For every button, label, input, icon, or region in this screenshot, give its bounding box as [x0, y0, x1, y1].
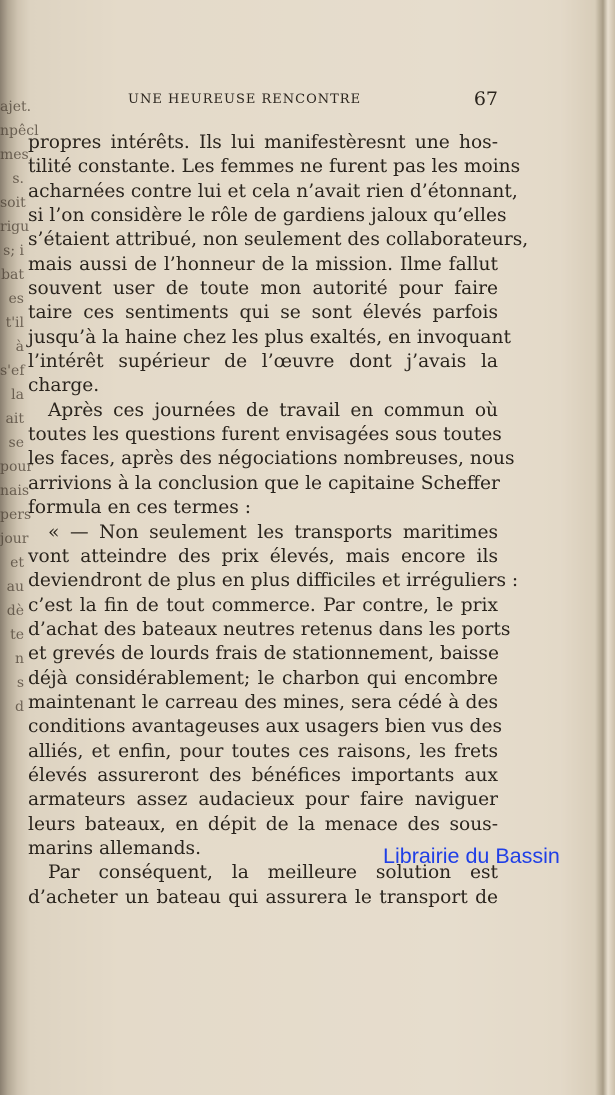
text-line: acharnées contre lui et cela n’avait rien d’étonnant,: [28, 180, 518, 202]
adjacent-page-fragment: n: [14, 651, 24, 667]
text-line: charge.: [28, 375, 100, 397]
adjacent-page-fragment: ajet.: [0, 99, 32, 115]
adjacent-page-fragment: la: [11, 387, 24, 403]
text-line: d’acheter un bateau qui assurera le transport de: [28, 886, 498, 908]
text-line: mais aussi de l’honneur de la mission. Ilme fallut: [28, 253, 498, 275]
adjacent-page-fragment: se: [8, 435, 24, 451]
adjacent-page-fragment: es: [8, 291, 24, 307]
watermark: Librairie du Bassin: [383, 844, 560, 868]
text-line: s’étaient attribué, non seulement des collaborateurs,: [28, 229, 529, 251]
text-line: formula en ces termes :: [28, 497, 251, 519]
text-line: marins allemands.: [28, 837, 202, 859]
text-line: l’intérêt supérieur de l’œuvre dont j’avais la: [28, 351, 498, 373]
adjacent-page-fragment: s.: [12, 171, 24, 187]
adjacent-page-fragment: et: [10, 555, 24, 571]
adjacent-page-fragment: rigu: [0, 219, 30, 235]
text-line: conditions avantageuses aux usagers bien vus des: [28, 716, 502, 738]
adjacent-page-fragment: s; i: [3, 243, 24, 259]
adjacent-page-fragment: mes,: [0, 147, 34, 163]
text-line: d’achat des bateaux neutres retenus dans les ports: [28, 618, 511, 640]
text-line: tilité constante. Les femmes ne furent pas les moins: [28, 156, 521, 178]
text-line: Par conséquent, la meilleure solution est: [48, 862, 498, 884]
text-line: maintenant le carreau des mines, sera cédé à des: [28, 691, 498, 713]
adjacent-page-fragment: npêcl: [0, 123, 39, 139]
text-line: armateurs assez audacieux pour faire naviguer: [28, 789, 498, 811]
adjacent-page-fragment: bat: [1, 267, 24, 283]
body-text: [28, 131, 529, 910]
adjacent-page-fragment: d: [15, 699, 24, 715]
text-line: déjà considérablement; le charbon qui encombre: [28, 667, 498, 689]
adjacent-page-fragment: soit: [0, 195, 26, 211]
text-line: deviendront de plus en plus difficiles et irréguliers :: [28, 570, 519, 592]
adjacent-page-fragment: jour: [0, 531, 29, 547]
page-header: [28, 90, 498, 112]
adjacent-page-edge: [0, 0, 39, 1095]
text-line: et grevés de lourds frais de stationnement, baisse: [28, 643, 499, 665]
text-line: leurs bateaux, en dépit de la menace des sous-: [28, 813, 498, 835]
text-line: les faces, après des négociations nombreuses, nous: [28, 448, 515, 470]
adjacent-page-fragment: s: [16, 675, 24, 691]
text-line: c’est la fin de tout commerce. Par contre, le prix: [28, 594, 498, 616]
text-line: taire ces sentiments qui se sont élevés parfois: [28, 302, 498, 324]
text-line: vont atteindre des prix élevés, mais encore ils: [28, 545, 498, 567]
text-line: alliés, et enfin, pour toutes ces raisons, les frets: [28, 740, 498, 762]
adjacent-page-fragment: au: [6, 579, 24, 595]
text-line: souvent user de toute mon autorité pour faire: [28, 278, 498, 300]
text-line: « — Non seulement les transports maritimes: [48, 521, 498, 543]
adjacent-page-fragment: t'il: [5, 315, 24, 331]
text-line: toutes les questions furent envisagées sous toutes: [28, 424, 502, 446]
adjacent-page-fragment: pers: [0, 507, 32, 523]
adjacent-page-fragment: ait: [5, 411, 24, 427]
adjacent-page-fragment: pour: [0, 459, 34, 475]
text-line: si l’on considère le rôle de gardiens jaloux qu’elles: [28, 205, 507, 227]
adjacent-page-fragment: dè: [6, 603, 24, 619]
text-line: jusqu’à la haine chez les plus exaltés, en invoquant: [28, 326, 511, 348]
adjacent-page-fragment: à: [15, 339, 24, 355]
adjacent-page-fragment: nais: [0, 483, 30, 499]
text-line: arrivions à la conclusion que le capitaine Scheffer: [28, 472, 500, 494]
page-number: 67: [473, 88, 498, 110]
running-title: UNE HEUREUSE RENCONTRE: [128, 92, 362, 107]
adjacent-page-fragment: s'ef: [0, 363, 25, 379]
text-line: propres intérêts. Ils lui manifestèresnt une hos-: [28, 132, 498, 153]
adjacent-page-fragment: te: [10, 627, 24, 643]
text-line: élevés assureront des bénéfices importants aux: [28, 764, 498, 786]
text-line: Après ces journées de travail en commun où: [48, 399, 498, 421]
